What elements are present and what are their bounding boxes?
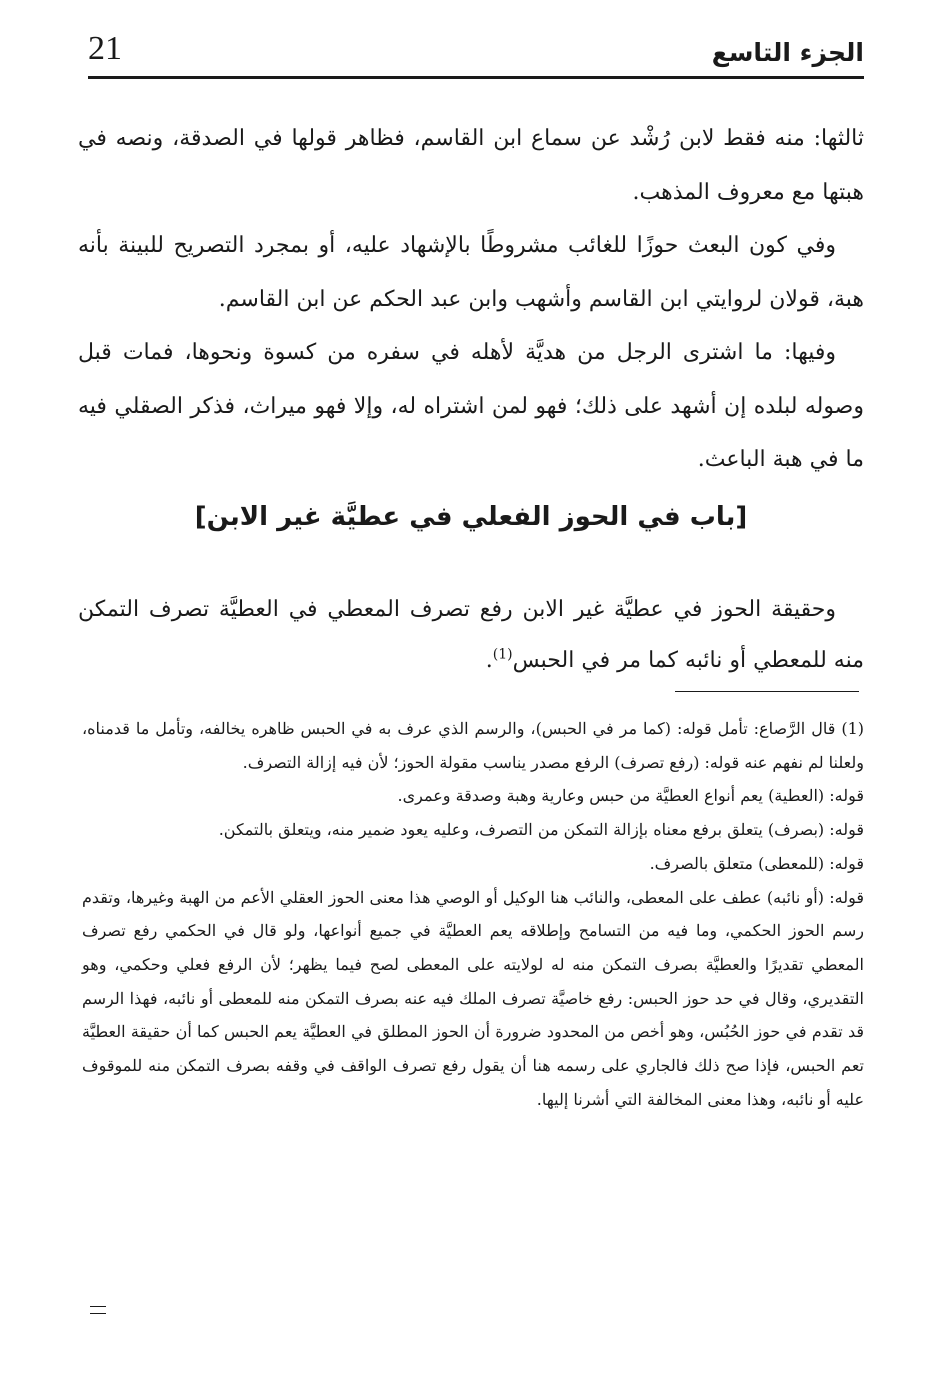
footnote-1-comment-naibuh: قوله: (أو نائبه) عطف على المعطى، والنائب هنا الوكيل أو الوصي هذا معنى الحوز العقلي الأعم من الهبة وغيرها، وتقدم رسم الحوز الحكمي، وما فيه من التسامح وإطلاقه يعم العطيَّة في جميع أنواعها، ولو قال في الحكمي رفع تصرف المعطي تقديرًا والعطيَّة بصرف التمكن منه له لولايته على المعطى لصح فيما يظهر؛ لأن الرفع فعلي وحكمي، وهو التقديري، وقال في حد حوز الحبس: رفع خاصيَّة تصرف الملك فيه عنه بصرف التمكن منه للمعطى أو نائبه، فهذا الرسم قد تقدم في حوز الحُبُس، وهو أخص من المحدود ضرورة أن الحوز المطلق في العطيَّة يعم الحبس كما أن حقيقة العطيَّة تعم الحبس، فإذا صح ذلك فالجاري على رسمه هنا أن يقول رفع تصرف الواقف في وقفه بصرف التمكن منه للموقوف عليه أو نائبه، وهذا معنى المخالفة التي أشرنا إليها. (82, 887, 865, 1109)
footnote-1: (1) قال الرَّصاع: تأمل قوله: (كما مر في الحبس)، والرسم الذي عرف به في الحبس ظاهره يخالفه، وتأمل ما قدمناه، ولعلنا لم نفهم عنه قوله: (رفع تصرف) الرفع مصدر يناسب مقولة الحوز؛ لأن فيه إزالة التصرف. (82, 719, 864, 772)
page-header (88, 28, 864, 80)
main-text (78, 112, 864, 487)
header-rule (88, 76, 864, 79)
footnote-1-comment-lilmuti: قوله: (للمعطى) متعلق بالصرف. (649, 853, 864, 873)
footnote-1-comment-bisarf: قوله: (بصرف) يتعلق برفع معناه بإزالة التمكن من التصرف، وعليه يعود ضمير منه، ويتعلق بالتمكن. (218, 820, 864, 840)
paragraph-1: ثالثها: منه فقط لابن رُشْد عن سماع ابن القاسم، فظاهر قولها في الصدقة، ونصه في هبتها مع معروف المذهب. (78, 126, 864, 205)
footnote-separator (675, 691, 859, 692)
paragraph-2: وفي كون البعث حوزًا للغائب مشروطًا بالإشهاد عليه، أو بمجرد التصريح للبينة بأنه هبة، قولان لروايتي ابن القاسم وأشهب وابن عبد الحكم عن ابن القاسم. (78, 233, 864, 312)
running-head: الجزء التاسع (711, 38, 864, 67)
footnotes (82, 712, 864, 1116)
continuation-mark (90, 1306, 106, 1314)
definition-end: . (485, 648, 493, 673)
footnote-1-comment-atiya: قوله: (العطية) يعم أنواع العطيَّة من حبس وعارية وهبة وصدقة وعمرى. (397, 786, 864, 806)
definition-paragraph (78, 584, 864, 686)
definition-text: وحقيقة الحوز في عطيَّة غير الابن رفع تصرف المعطي في العطيَّة تصرف التمكن منه للمعطي أو نائبه كما مر في الحبس (78, 597, 864, 673)
section-heading: [باب في الحوز الفعلي في عطيَّة غير الابن] (194, 502, 748, 532)
page-number: 21 (88, 30, 122, 67)
paragraph-3: وفيها: ما اشترى الرجل من هديَّة لأهله في سفره من كسوة ونحوها، فمات قبل وصوله لبلده إن أشهد على ذلك؛ فهو لمن اشتراه له، وإلا فهو ميراث، فذكر الصقلي فيه ما في هبة الباعث. (78, 340, 864, 472)
footnote-reference[interactable]: (1) (492, 646, 513, 663)
